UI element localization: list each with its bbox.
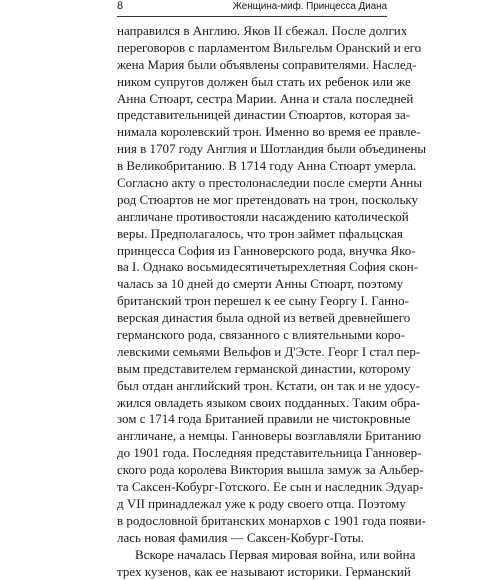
text-line: д VII принадлежал уже к роду своего отца. Поэтому bbox=[117, 496, 387, 513]
text-line: был отдан английский трон. Кстати, он так и не удосу- bbox=[117, 378, 387, 395]
text-line: направился в Англию. Яков II сбежал. После долгих bbox=[117, 23, 387, 40]
text-line: в родословной британских монархов с 1901 года появи- bbox=[117, 513, 387, 530]
text-line: ником супругов должен был стать их ребенок или же bbox=[117, 74, 387, 91]
text-line: представительницей династии Стюартов, которая за- bbox=[117, 107, 387, 124]
text-line: та Саксен-Кобург-Готского. Ее сын и наследник Эдуар- bbox=[117, 479, 387, 496]
text-line: трех кузенов, как ее называют историки. Германский bbox=[117, 564, 387, 580]
text-line: ского рода королева Виктория вышла замуж за Альбер- bbox=[117, 462, 387, 479]
text-line: англичане, а немцы. Ганноверы возглавляли Британию bbox=[117, 428, 387, 445]
text-line: ва I. Однако восьмидесятичетырехлетняя София скон- bbox=[117, 259, 387, 276]
text-line: зом с 1714 года Британией правили не чистокровные bbox=[117, 411, 387, 428]
text-line: принцесса София из Ганноверского рода, внучка Яко- bbox=[117, 243, 387, 260]
text-line: переговоров с парламентом Вильгельм Оранский и его bbox=[117, 40, 387, 57]
text-line: вым представителем германской династии, которому bbox=[117, 361, 387, 378]
text-line: германского рода, связанного с влиятельными коро- bbox=[117, 327, 387, 344]
text-line: ния в 1707 году Англия и Шотландия были объединены bbox=[117, 141, 387, 158]
text-line: британский трон перешел к ее сыну Георгу I. Ганно- bbox=[117, 293, 387, 310]
text-line: Анна Стюарт, сестра Марии. Анна и стала последней bbox=[117, 91, 387, 108]
text-line: лась новая фамилия — Саксен-Кобург-Готы. bbox=[117, 530, 387, 547]
text-line: веры. Предполагалось, что трон займет пфальцская bbox=[117, 226, 387, 243]
text-line: верская династия была одной из ветвей древнейшего bbox=[117, 310, 387, 327]
running-head bbox=[117, 0, 387, 17]
text-line: род Стюартов не мог претендовать на трон, поскольку bbox=[117, 192, 387, 209]
text-line: в Великобританию. В 1714 году Анна Стюарт умерла. bbox=[117, 158, 387, 175]
body-text bbox=[117, 23, 387, 580]
text-line: англичане противостояли насаждению католической bbox=[117, 209, 387, 226]
text-line: жился овладеть языком своих подданных. Таким обра- bbox=[117, 395, 387, 412]
text-line: чалась за 10 дней до смерти Анны Стюарт, поэтому bbox=[117, 276, 387, 293]
page-number: 8 bbox=[117, 0, 123, 13]
text-line: левскими семьями Вельфов и Д'Эсте. Георг I стал пер- bbox=[117, 344, 387, 361]
text-line: жена Мария были объявлены соправителями. Наслед- bbox=[117, 57, 387, 74]
text-line: до 1901 года. Последняя представительница Ганновер- bbox=[117, 445, 387, 462]
text-line: Согласно акту о престолонаследии после смерти Анны bbox=[117, 175, 387, 192]
text-line: Вскоре началась Первая мировая война, или война bbox=[117, 547, 387, 564]
text-line: нимала королевский трон. Именно во время ее правле- bbox=[117, 124, 387, 141]
running-head-title: Женщина-миф. Принцесса Диана bbox=[233, 0, 387, 13]
